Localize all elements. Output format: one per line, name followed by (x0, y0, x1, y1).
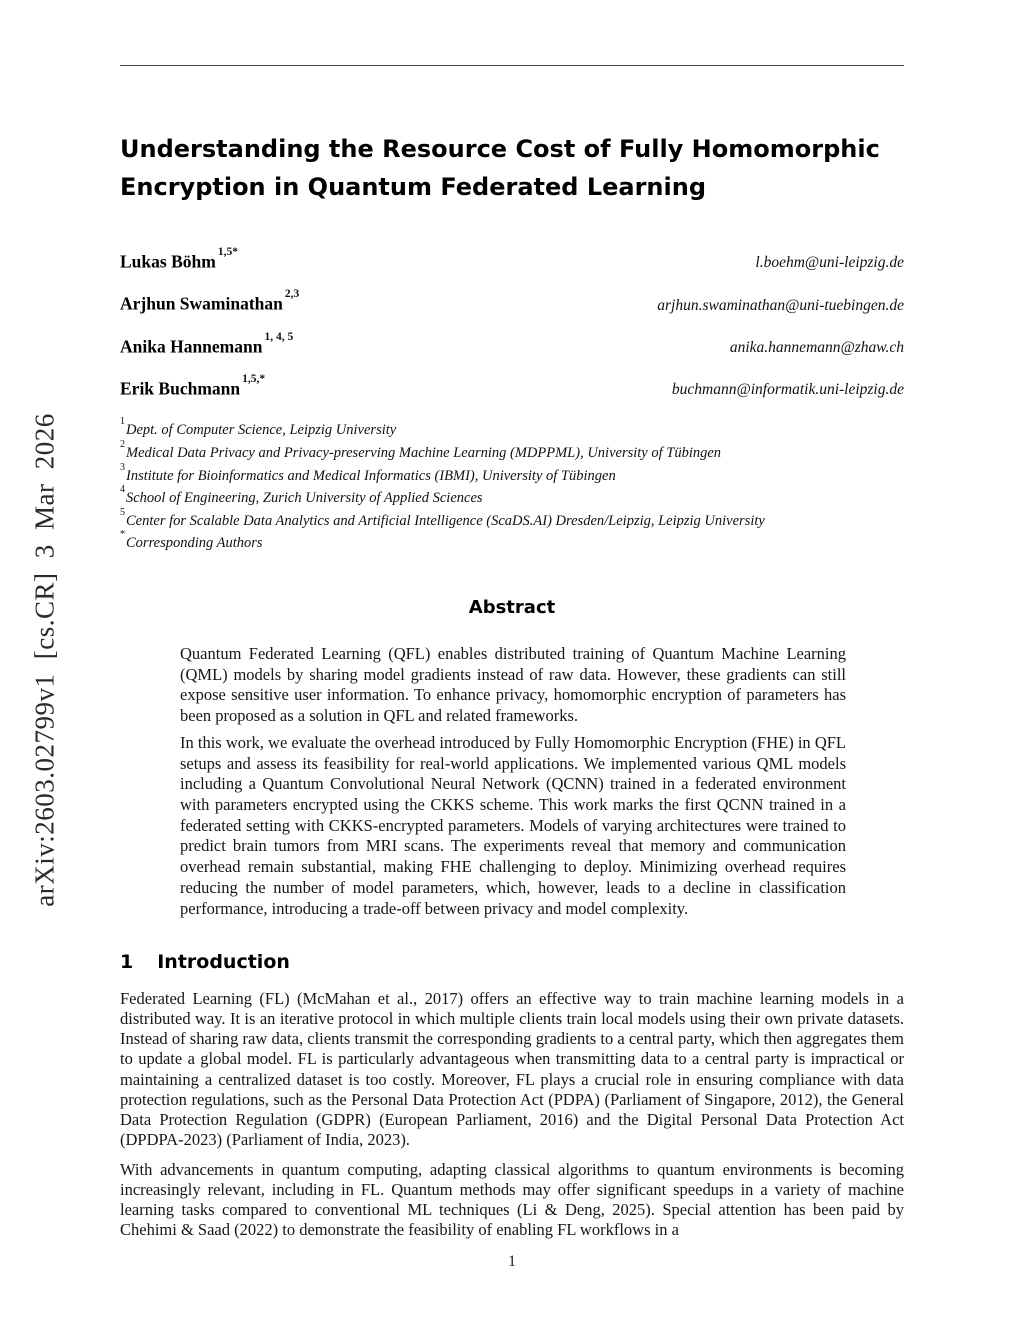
affiliation-sup: 4 (120, 484, 125, 496)
abstract-paragraph: In this work, we evaluate the overhead introduced by Fully Homomorphic Encryption (FHE) in QFL setups and assess its feasibility for real-world applications. We implemented various QML models including a Quantum Convolutional Neural Network (QCNN) trained in a federated environment with parameters encrypted using the CKKS scheme. This work marks the first QCNN trained in a federated setting with CKKS-encrypted parameters. Models of varying architectures were trained to predict brain tumors from MRI scans. The experiments reveal that memory and communication overhead remain substantial, making FHE challenging to deploy. Minimizing overhead requires reducing the number of model parameters, which, however, leads to a decline in classification performance, introducing a trade-off between privacy and model complexity. (180, 732, 846, 918)
body-paragraph: With advancements in quantum computing, adapting classical algorithms to quantum environments is becoming increasingly relevant, including in FL. Quantum methods may offer significant speedups in a variety of machine learning tasks compared to conventional ML techniques (Li & Deng, 2025). Special attention has been paid by Chehimi & Saad (2022) to demonstrate the feasibility of enabling FL workflows in a (120, 1159, 904, 1240)
affiliation-text: Center for Scalable Data Analytics and Artificial Intelligence (ScaDS.AI) Dresden/Leipzig, Leipzig University (126, 512, 765, 529)
author-name-text: Arjhun Swaminathan (120, 293, 283, 314)
affiliation-block (120, 417, 904, 553)
paper-title: Understanding the Resource Cost of Fully Homomorphic Encryption in Quantum Federated Learning (120, 135, 880, 201)
author-name-text: Anika Hannemann (120, 335, 263, 356)
page-number: 1 (508, 1253, 516, 1270)
abstract-heading: Abstract (468, 597, 556, 619)
author-row (120, 248, 904, 273)
author-name (120, 248, 238, 273)
author-affiliation-sup: 1, 4, 5 (264, 330, 294, 343)
affiliation-text: School of Engineering, Zurich University of Applied Sciences (126, 490, 483, 507)
affiliation-line (120, 530, 904, 553)
affiliation-text: Institute for Bioinformatics and Medical Informatics (IBMI), University of Tübingen (126, 467, 616, 484)
affiliation-line (120, 440, 904, 463)
affiliation-line (120, 485, 904, 508)
author-row (120, 330, 904, 358)
affiliation-line (120, 417, 904, 440)
section-number: 1 (120, 951, 134, 974)
author-name (120, 330, 294, 358)
author-affiliation-sup: 1,5* (217, 246, 238, 258)
author-email: buchmann@informatik.uni-leipzig.de (671, 381, 904, 399)
author-affiliation-sup: 1,5,* (242, 372, 266, 385)
body-paragraph: Federated Learning (FL) (McMahan et al., 2017) offers an effective way to train machine learning models in a distributed way. It is an iterative protocol in which multiple clients train local models using their own private datasets. Instead of sharing raw data, clients transmit the corresponding gradients to a central party, which then aggregates them to update a global model. FL is particularly advantageous when transmitting data to a central party is impractical or maintaining a centralized dataset is too costly. Moreover, FL plays a crucial role in ensuring compliance with data protection regulations, such as the Personal Data Protection Act (PDPA) (Parliament of Singapore, 2012), the General Data Protection Regulation (GDPR) (European Parliament, 2016) and the Digital Personal Data Protection Act (DPDPA-2023) (Parliament of India, 2023). (120, 989, 904, 1149)
author-name (120, 372, 266, 400)
author-row (120, 372, 904, 400)
affiliation-text: Corresponding Authors (126, 535, 263, 552)
author-block (120, 248, 904, 400)
affiliation-sup: 2 (120, 438, 125, 450)
author-name-text: Erik Buchmann (120, 378, 241, 399)
affiliation-text: Medical Data Privacy and Privacy-preserving Machine Learning (MDPPML), University of Tübingen (126, 444, 722, 461)
affiliation-sup: * (120, 529, 125, 541)
author-email: anika.hannemann@zhaw.ch (729, 338, 904, 356)
author-name-text: Lukas Böhm (120, 251, 216, 272)
author-row (120, 290, 904, 315)
abstract-paragraph: Quantum Federated Learning (QFL) enables distributed training of Quantum Machine Learning (QML) models by sharing model gradients instead of raw data. However, these gradients can still expose sensitive user information. To enhance privacy, homomorphic encryption of parameters has been proposed as a solution in QFL and related frameworks. (180, 644, 846, 726)
section-heading-introduction (120, 951, 904, 973)
affiliation-sup: 5 (120, 506, 125, 518)
affiliation-sup: 1 (120, 416, 125, 428)
author-email: l.boehm@uni-leipzig.de (755, 254, 904, 272)
author-email: arjhun.swaminathan@uni-tuebingen.de (657, 296, 904, 314)
section-title: Introduction (157, 951, 290, 974)
abstract-body (180, 644, 846, 919)
author-name (120, 290, 299, 315)
affiliation-sup: 3 (120, 461, 125, 473)
affiliation-line (120, 463, 904, 486)
author-affiliation-sup: 2,3 (284, 288, 300, 301)
arxiv-watermark: arXiv:2603.02799v1 [cs.CR] 3 Mar 2026 (29, 413, 60, 907)
affiliation-text: Dept. of Computer Science, Leipzig University (126, 422, 397, 439)
affiliation-line (120, 508, 904, 531)
